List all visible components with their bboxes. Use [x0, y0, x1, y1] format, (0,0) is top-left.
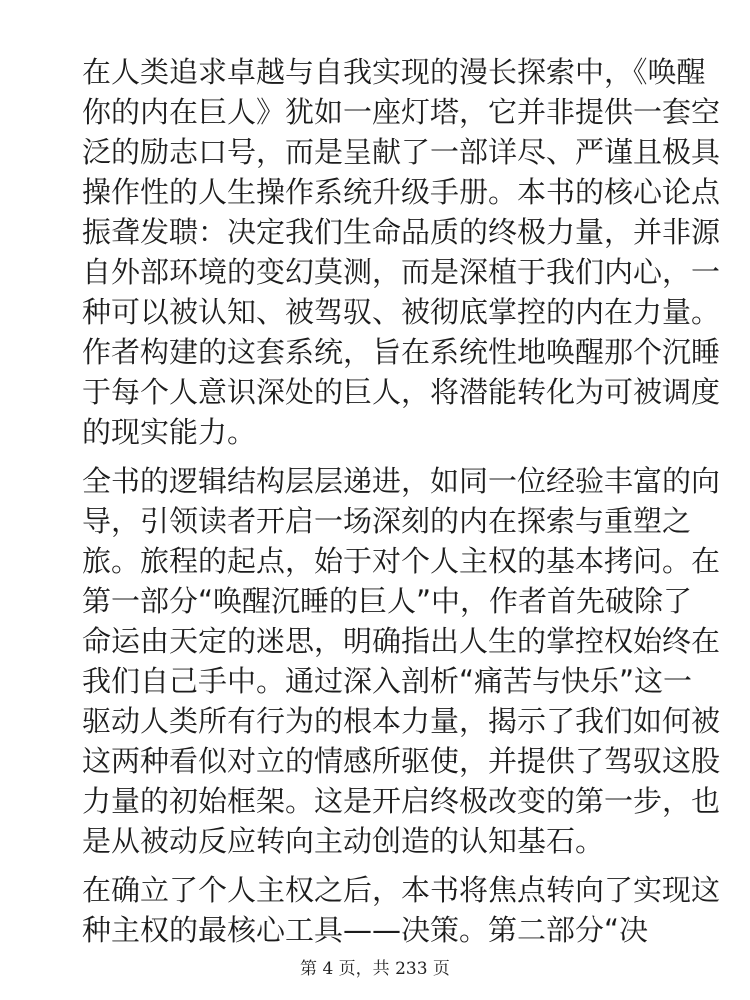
text-line: 我们自己手中。通过深入剖析“痛苦与快乐”这一	[82, 664, 693, 698]
text-line: 这两种看似对立的情感所驱使，并提供了驾驭这股	[82, 744, 721, 778]
text-line: 驱动人类所有行为的根本力量，揭示了我们如何被	[82, 704, 721, 738]
paragraph-1	[82, 52, 721, 452]
text-line: 力量的初始框架。这是开启终极改变的第一步，也	[82, 784, 721, 818]
text-line: 操作性的人生操作系统升级手册。本书的核心论点	[82, 175, 721, 209]
text-line: 种可以被认知、被驾驭、被彻底掌控的内在力量。	[82, 295, 721, 329]
text-line: 作者构建的这套系统，旨在系统性地唤醒那个沉睡	[82, 335, 721, 369]
text-line: 你的内在巨人》犹如一座灯塔，它并非提供一套空	[82, 95, 721, 129]
text-line: 命运由天定的迷思，明确指出人生的掌控权始终在	[82, 624, 721, 658]
text-line: 振聋发聩：决定我们生命品质的终极力量，并非源	[82, 215, 721, 249]
text-line: 全书的逻辑结构层层递进，如同一位经验丰富的向	[82, 464, 721, 498]
text-line: 于每个人意识深处的巨人，将潜能转化为可被调度	[82, 375, 721, 409]
text-line: 在人类追求卓越与自我实现的漫长探索中，《唤醒	[82, 55, 706, 89]
text-line: 导，引领读者开启一场深刻的内在探索与重塑之	[82, 504, 692, 538]
body-text	[82, 52, 721, 950]
text-line: 种主权的最核心工具——决策。第二部分“决	[82, 913, 649, 947]
text-line: 自外部环境的变幻莫测，而是深植于我们内心，一	[82, 255, 721, 289]
text-line: 泛的励志口号，而是呈献了一部详尽、严谨且极具	[82, 135, 721, 169]
text-line: 旅。旅程的起点，始于对个人主权的基本拷问。在	[82, 544, 721, 578]
text-line: 第一部分“唤醒沉睡的巨人”中，作者首先破除了	[82, 584, 693, 618]
paragraph-2	[82, 461, 721, 861]
paragraph-3	[82, 870, 721, 950]
text-line: 在确立了个人主权之后，本书将焦点转向了实现这	[82, 873, 721, 907]
page-number-footer: 第 4 页，共 233 页	[300, 959, 450, 979]
text-line: 是从被动反应转向主动创造的认知基石。	[82, 824, 605, 858]
text-line: 的现实能力。	[82, 415, 257, 449]
